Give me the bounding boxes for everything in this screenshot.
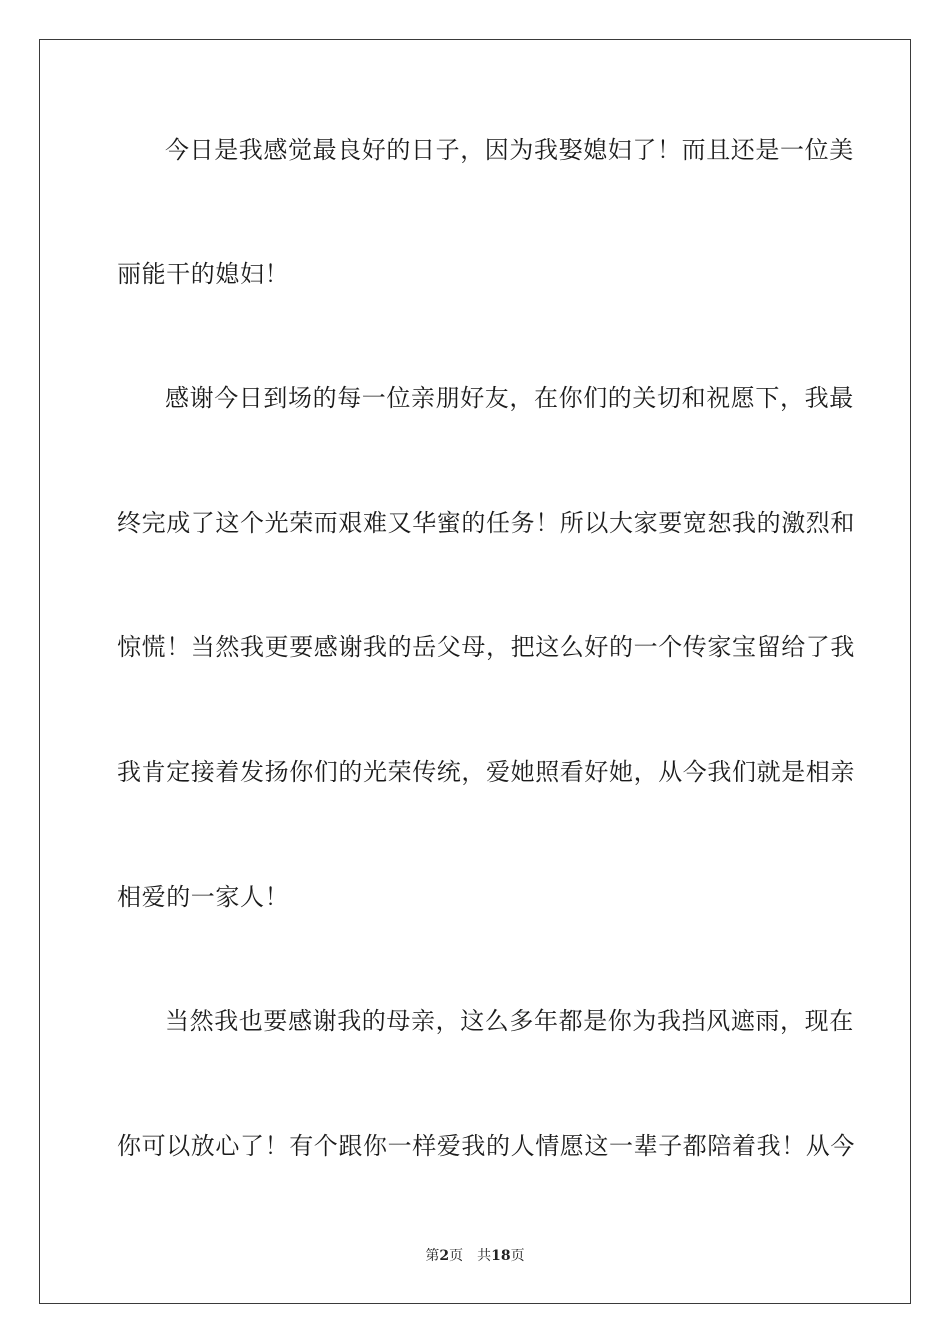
- paragraph-3-line-2: 你可以放心了！有个跟你一样爱我的人情愿这一辈子都陪着我！从今: [117, 1132, 855, 1160]
- paragraph-2-line-2: 终完成了这个光荣而艰难又华蜜的任务！所以大家要宽恕我的激烈和: [117, 509, 855, 537]
- page-prefix: 第: [425, 1248, 440, 1264]
- paragraph-2-line-5: 相爱的一家人！: [117, 883, 290, 911]
- page-number: 2: [439, 1248, 450, 1264]
- paragraph-1-line-2: 丽能干的媳妇！: [117, 260, 290, 288]
- total-prefix: 共: [477, 1248, 492, 1264]
- paragraph-2-line-4: 我肯定接着发扬你们的光荣传统，爱她照看好她，从今我们就是相亲: [117, 758, 855, 786]
- paragraph-2-line-3: 惊慌！当然我更要感谢我的岳父母，把这么好的一个传家宝留给了我: [117, 633, 855, 661]
- paragraph-1-line-1: 今日是我感觉最良好的日子，因为我娶媳妇了！而且还是一位美: [165, 136, 854, 164]
- paragraph-3-line-1: 当然我也要感谢我的母亲，这么多年都是你为我挡风遮雨，现在: [165, 1007, 854, 1035]
- paragraph-2-line-1: 感谢今日到场的每一位亲朋好友，在你们的关切和祝愿下，我最: [165, 384, 854, 412]
- page-footer: [0, 1247, 950, 1265]
- page-border: [39, 39, 911, 1304]
- total-pages: 18: [491, 1248, 511, 1264]
- total-suffix: 页: [510, 1248, 525, 1264]
- page-suffix: 页: [449, 1248, 464, 1264]
